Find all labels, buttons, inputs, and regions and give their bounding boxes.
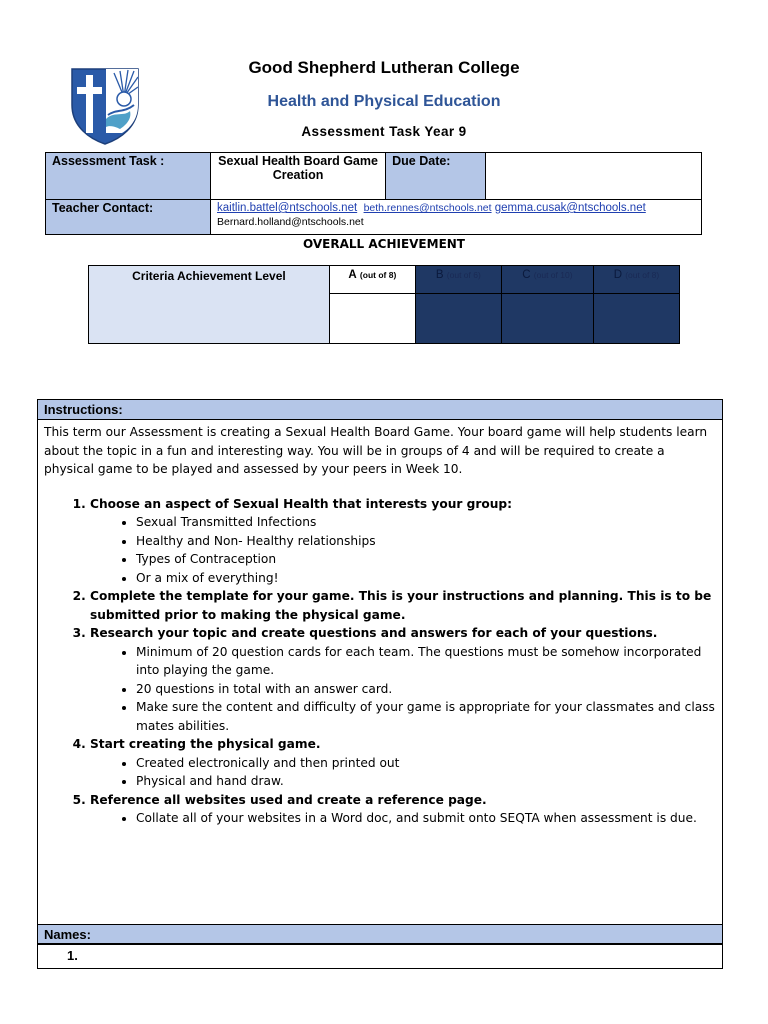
list-item: • Sexual Transmitted Infections <box>136 513 716 532</box>
criterion-b-header: B (out of 6) <box>415 266 501 294</box>
instructions-title: Instructions: <box>38 400 722 420</box>
criterion-c-score[interactable] <box>501 294 593 344</box>
list-item: • Collate all of your websites in a Word doc, and submit onto SEQTA when assessment is due. <box>136 809 716 828</box>
names-row[interactable]: 1. <box>38 944 722 968</box>
overall-achievement-title: OVERALL ACHIEVEMENT <box>302 237 465 251</box>
assessment-year-title: Assessment Task Year 9 <box>301 124 467 139</box>
criterion-a-header: A (out of 8) <box>329 266 415 294</box>
list-item: • Types of Contraception <box>136 550 716 569</box>
due-date-value[interactable] <box>486 153 702 200</box>
instructions-intro: This term our Assessment is creating a Sexual Health Board Game. Your board game will help students learn about the topic in a fun and interesting way. You will be in groups of 4 and will be required to create a physical game to be played and assessed by your peers in Week 10. <box>44 425 708 476</box>
contact-text: Bernard.holland@ntschools.net <box>217 216 364 228</box>
list-item: • 20 questions in total with an answer card. <box>136 680 716 699</box>
step-item: 1. Choose an aspect of Sexual Health that interests your group: • Sexual Transmitted Infections • Healthy and Non- Healthy relationships • Types of Contraception • Or a mix of everything! <box>90 495 716 588</box>
list-item: • Physical and hand draw. <box>136 772 716 791</box>
contact-link[interactable]: gemma.cusak@ntschools.net <box>494 202 646 214</box>
assessment-info-table <box>45 152 702 235</box>
task-label: Assessment Task : <box>46 153 211 200</box>
criterion-d-header: D (out of 8) <box>593 266 679 294</box>
instruction-steps <box>44 495 716 828</box>
step-item: 3. Research your topic and create questions and answers for each of your questions. • Minimum of 20 question cards for each team. The questions must be somehow incorporated into playing the game. • 20 questions in total with an answer card. • Make sure the content and difficulty of your game is appropriate for your classmates and class mates abilities. <box>90 624 716 735</box>
step-item: 5. Reference all websites used and create a reference page. • Collate all of your websites in a Word doc, and submit onto SEQTA when assessment is due. <box>90 791 716 828</box>
task-value: Sexual Health Board Game Creation <box>211 153 386 200</box>
criteria-label: Criteria Achievement Level <box>89 266 330 344</box>
contact-link[interactable]: kaitlin.battel@ntschools.net <box>217 202 358 214</box>
teacher-contact-label: Teacher Contact: <box>46 200 211 235</box>
criterion-b-score[interactable] <box>415 294 501 344</box>
teacher-contacts <box>211 200 702 235</box>
names-title: Names: <box>38 924 722 944</box>
step-item: 4. Start creating the physical game. • Created electronically and then printed out • Physical and hand draw. <box>90 735 716 791</box>
criterion-d-score[interactable] <box>593 294 679 344</box>
list-item: • Minimum of 20 question cards for each team. The questions must be somehow incorporated into playing the game. <box>136 643 716 680</box>
list-item: • Created electronically and then printed out <box>136 754 716 773</box>
list-item: • Healthy and Non- Healthy relationships <box>136 532 716 551</box>
criteria-table <box>88 265 680 344</box>
list-item: • Make sure the content and difficulty of your game is appropriate for your classmates and class mates abilities. <box>136 698 716 735</box>
school-name: Good Shepherd Lutheran College <box>248 58 520 77</box>
contact-link[interactable]: beth.rennes@ntschools.net <box>363 202 492 214</box>
instructions-body <box>38 420 722 828</box>
criterion-c-header: C (out of 10) <box>501 266 593 294</box>
department-title: Health and Physical Education <box>267 93 501 110</box>
list-item: • Or a mix of everything! <box>136 569 716 588</box>
criterion-a-score[interactable] <box>329 294 415 344</box>
due-date-label: Due Date: <box>386 153 486 200</box>
instructions-box <box>37 399 723 969</box>
step-item: 2. Complete the template for your game. This is your instructions and planning. This is to be submitted prior to making the physical game. <box>90 587 716 624</box>
